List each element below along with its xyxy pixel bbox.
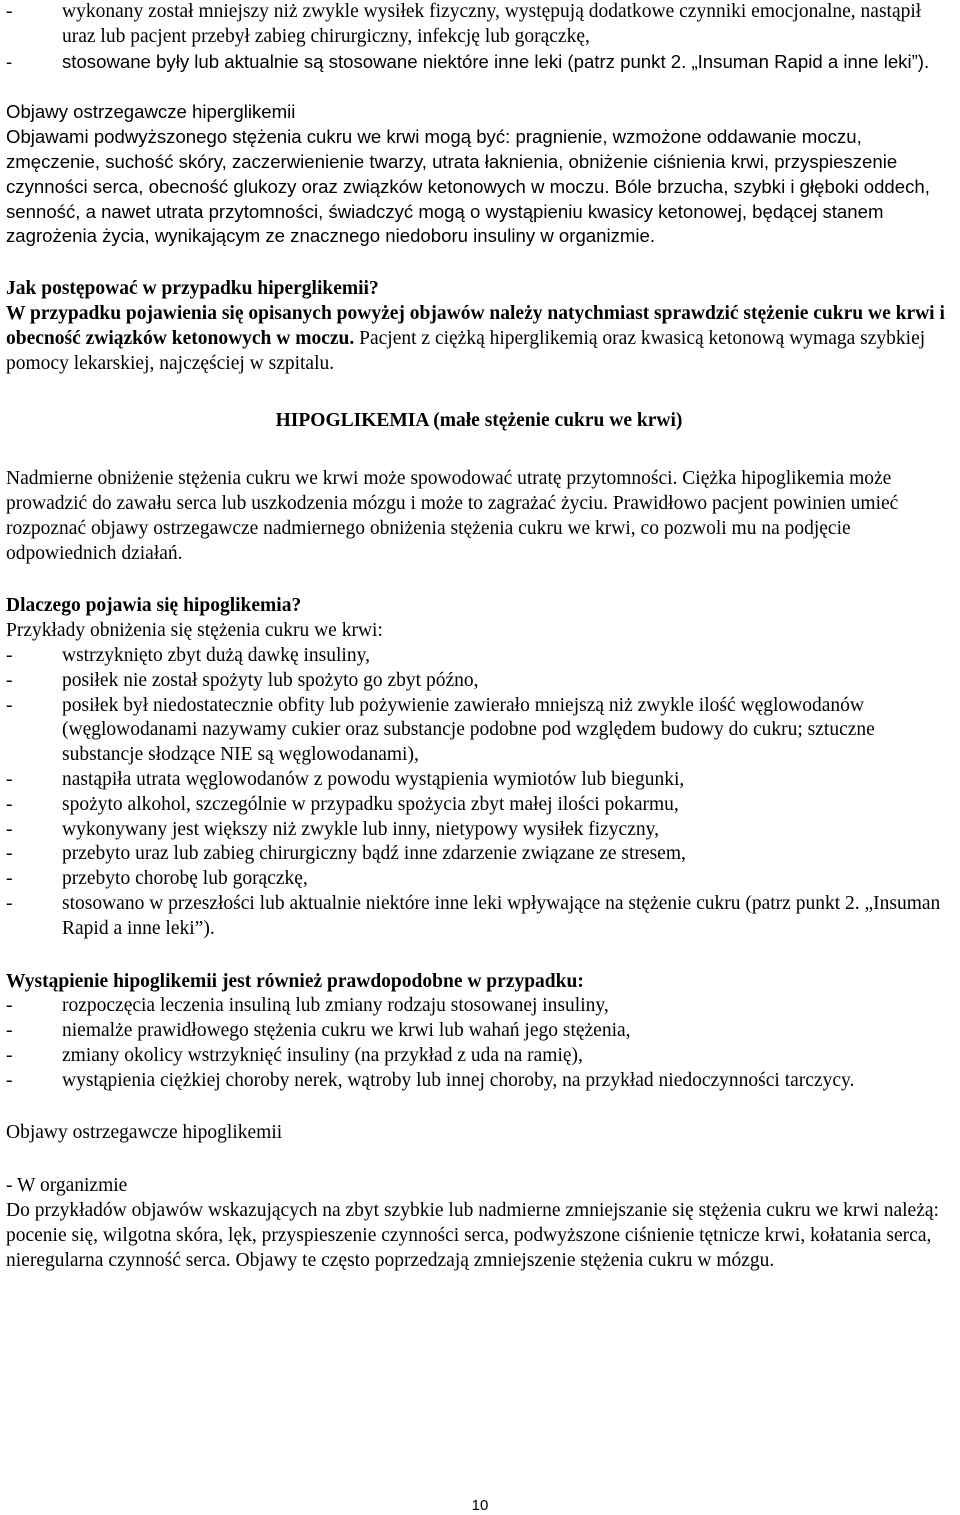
- body-text: Pacjent z ciężką hiperglikemią oraz kwasicą ketonową wymaga szybkiej pomocy lekarskiej, najczęściej w szpitalu.: [6, 327, 926, 374]
- list-marker: -: [6, 995, 13, 1017]
- section-lead: Przykłady obniżenia się stężenia cukru we krwi:: [6, 620, 383, 642]
- section-heading: Jak postępować w przypadku hiperglikemii?: [6, 278, 379, 300]
- list-item-text: stosowano w przeszłości lub aktualnie niektóre inne leki wpływające na stężenie cukru (patrz punkt 2. „Insuman Rapid a inne leki”).: [62, 892, 941, 939]
- emphasized-text: W przypadku pojawienia się opisanych powyżej objawów należy natychmiast sprawdzić stężenie cukru we krwi i obecność związków ketonowych w moczu.: [6, 302, 945, 349]
- list-item-text: wykonywany jest większy niż zwykle lub inny, nietypowy wysiłek fizyczny,: [62, 818, 659, 840]
- list-item: [6, 1019, 952, 1044]
- list-item-text: posiłek był niedostatecznie obfity lub pożywienie zawierało mniejszą niż zwykle ilość węglowodanów (węglowodanami nazywamy cukier oraz substancje podobne pod względem budowy do cukru; sztuczne substancje słodzące NIE są węglowodanami),: [62, 694, 875, 766]
- hypoglycemia-title: [6, 409, 952, 434]
- title-sub: (małe stężenie cukru we krwi): [428, 410, 683, 432]
- section-body: Objawami podwyższonego stężenia cukru we krwi mogą być: pragnienie, wzmożone oddawanie moczu, zmęczenie, suchość skóry, zaczerwienienie twarzy, utrata łaknienia, obniżenie ciśnienia krwi, przyspieszenie czynności serca, obecność glukozy oraz związków ketonowych w moczu. Bóle brzucha, szybki i głęboki oddech, senność, a nawet utrata przytomności, świadczyć mogą o wystąpieniu kwasicy ketonowej, będącej stanem zagrożenia życia, wynikającym ze znacznego niedoboru insuliny w organizmie.: [6, 126, 930, 247]
- list-marker: -: [6, 843, 13, 865]
- list-item: [6, 842, 952, 867]
- title-main: HIPOGLIKEMIA: [275, 410, 429, 432]
- list-marker: -: [6, 1020, 13, 1042]
- hypoglycemia-intro: Nadmierne obniżenie stężenia cukru we krwi może spowodować utratę przytomności. Ciężka hipoglikemia może prowadzić do zawału serca lub uszkodzenia mózgu i może to zagrażać życiu. Prawidłowo pacjent powinien umieć rozpoznać objawy ostrzegawcze nadmiernego obniżenia stężenia cukru we krwi, co pozwoli mu na podjęcie odpowiednich działań.: [6, 468, 899, 564]
- list-item-text: wstrzyknięto zbyt dużą dawkę insuliny,: [62, 644, 370, 666]
- list-marker: -: [6, 1069, 13, 1091]
- list-marker: -: [6, 1044, 13, 1066]
- page-number: 10: [471, 1497, 489, 1514]
- list-item-text: niemalże prawidłowego stężenia cukru we krwi lub wahań jego stężenia,: [62, 1020, 631, 1042]
- list-marker: -: [6, 644, 13, 666]
- list-item-text: wykonany został mniejszy niż zwykle wysiłek fizyczny, występują dodatkowe czynniki emocjonalne, nastąpił uraz lub pacjent przebył zabieg chirurgiczny, infekcję lub gorączkę,: [62, 1, 922, 47]
- list-marker: -: [6, 1, 13, 22]
- list-item-text: nastąpiła utrata węglowodanów z powodu wystąpienia wymiotów lub biegunki,: [62, 768, 685, 790]
- list-marker: -: [6, 793, 13, 815]
- section-heading: Objawy ostrzegawcze hipoglikemii: [6, 1122, 283, 1144]
- list-item: [6, 994, 952, 1019]
- list-item-text: przebyto uraz lub zabieg chirurgiczny bądź inne zdarzenie związane ze stresem,: [62, 843, 686, 865]
- list-item: [6, 1069, 952, 1094]
- list-item: [6, 644, 952, 669]
- hypoglycemia-symptoms-section: [6, 1121, 952, 1273]
- list-marker: -: [6, 818, 13, 840]
- list-item-text: spożyto alkohol, szczególnie w przypadku spożycia zbyt małej ilości pokarmu,: [62, 793, 679, 815]
- list-item: [6, 0, 952, 50]
- list-item-text: przebyto chorobę lub gorączkę,: [62, 868, 308, 890]
- section-subheading: - W organizmie: [6, 1175, 128, 1197]
- list-item-text: rozpoczęcia leczenia insuliną lub zmiany rodzaju stosowanej insuliny,: [62, 995, 609, 1017]
- list-item: [6, 818, 952, 843]
- list-item: [6, 892, 952, 942]
- list-item: [6, 1044, 952, 1069]
- section-heading: Dlaczego pojawia się hipoglikemia?: [6, 595, 302, 617]
- hypoglycemia-likely-section: [6, 970, 952, 1094]
- list-item-text: posiłek nie został spożyty lub spożyto go zbyt późno,: [62, 669, 479, 691]
- list-item: [6, 669, 952, 694]
- list-marker: -: [6, 868, 13, 890]
- list-marker: -: [6, 50, 13, 72]
- list-marker: -: [6, 892, 13, 914]
- hyperglycemia-symptoms-section: [6, 100, 952, 249]
- list-item-text: zmiany okolicy wstrzyknięć insuliny (na przykład z uda na ramię),: [62, 1044, 583, 1066]
- list-marker: -: [6, 669, 13, 691]
- section-heading: Wystąpienie hipoglikemii jest również prawdopodobne w przypadku:: [6, 970, 584, 992]
- causes-list: [6, 644, 952, 942]
- section-body: Do przykładów objawów wskazujących na zbyt szybkie lub nadmierne zmniejszanie się stężenia cukru we krwi należą: pocenie się, wilgotna skóra, lęk, przyspieszenie czynności serca, podwyższone ciśnienie tętnicze krwi, kołatania serca, nieregularna czynność serca. Objawy te często poprzedzają zmniejszenie stężenia cukru w mózgu.: [6, 1200, 939, 1271]
- list-item-text: stosowane były lub aktualnie są stosowane niektóre inne leki (patrz punkt 2. „Insuman Rapid a inne leki”).: [62, 50, 930, 72]
- list-item-text: wystąpienia ciężkiej choroby nerek, wątroby lub innej choroby, na przykład niedoczynności tarczycy.: [62, 1069, 855, 1091]
- section-body: [6, 302, 952, 376]
- list-marker: -: [6, 694, 13, 716]
- list-item: [6, 694, 952, 768]
- list-item: [6, 793, 952, 818]
- list-item: [6, 768, 952, 793]
- list-item: [6, 867, 952, 892]
- intro-list: [6, 0, 952, 74]
- list-marker: -: [6, 768, 13, 790]
- likely-list: [6, 994, 952, 1093]
- document-page: [6, 0, 952, 1273]
- hypoglycemia-causes-section: [6, 594, 952, 941]
- section-heading: Objawy ostrzegawcze hiperglikemii: [6, 101, 296, 123]
- hyperglycemia-action-section: [6, 277, 952, 376]
- list-item: [6, 50, 952, 75]
